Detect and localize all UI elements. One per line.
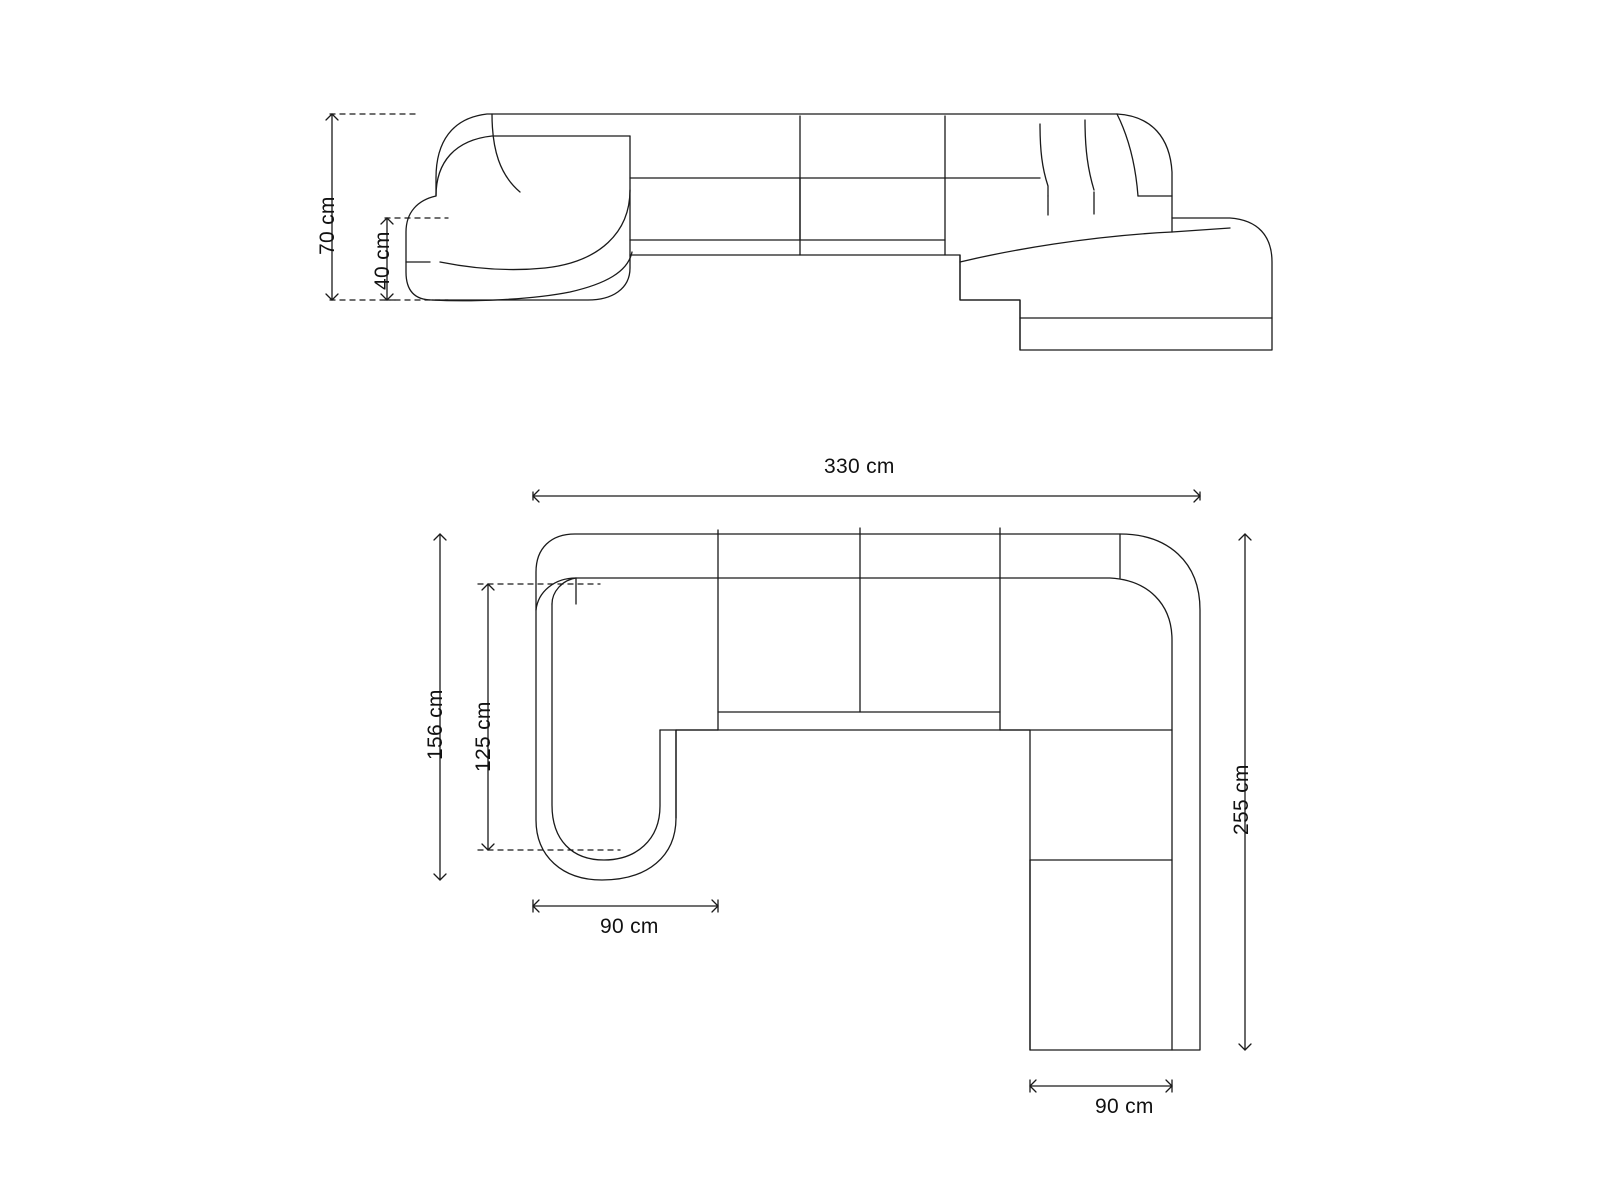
dimension-label-depth-156: 156 cm <box>424 689 447 760</box>
front-elevation-view <box>326 114 1272 350</box>
dimension-label-width-90-right: 90 cm <box>1095 1095 1154 1118</box>
plan-view <box>434 490 1251 1092</box>
dimension-label-height-40: 40 cm <box>371 231 394 290</box>
dimension-label-depth-125: 125 cm <box>472 701 495 772</box>
dimension-label-width-90-left: 90 cm <box>600 915 659 938</box>
dimension-label-width-330: 330 cm <box>824 455 895 478</box>
dimension-label-height-70: 70 cm <box>316 196 339 255</box>
dimension-label-depth-255: 255 cm <box>1230 764 1253 835</box>
